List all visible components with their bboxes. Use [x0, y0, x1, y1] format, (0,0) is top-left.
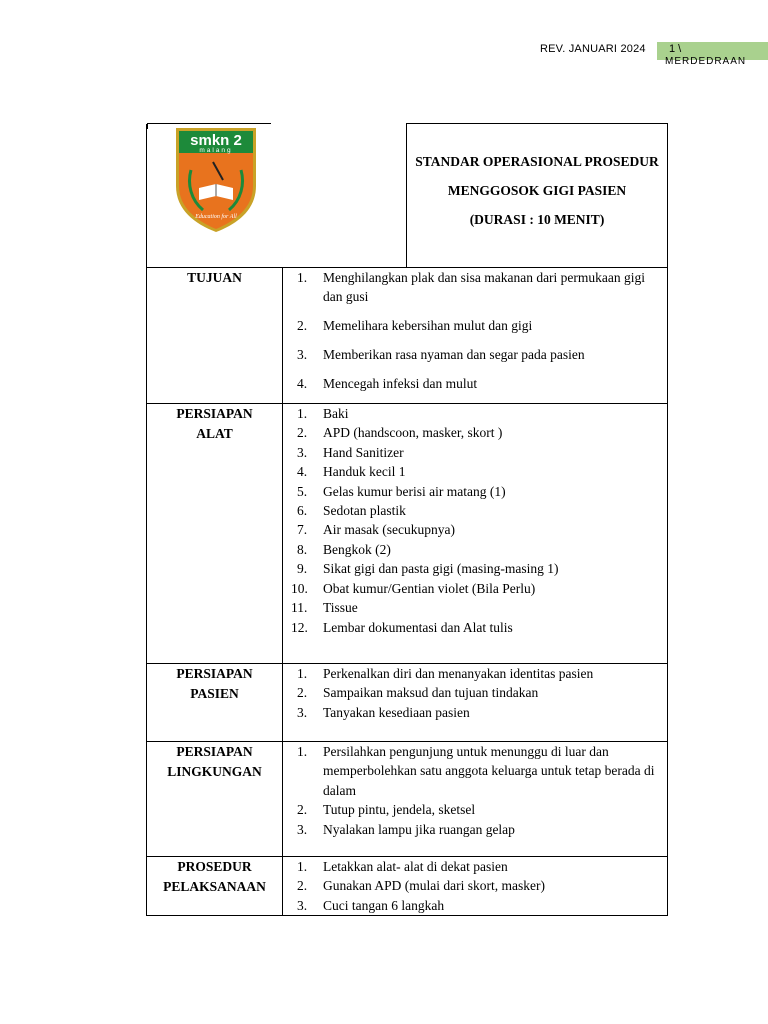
list-item: 3. Nyalakan lampu jika ruangan gelap [297, 821, 515, 837]
footer-partial-text: MERDEDRAAN [665, 56, 747, 67]
section-content [283, 664, 668, 742]
school-logo-icon [173, 126, 259, 234]
list-item: 6. Sedotan plastik [297, 503, 406, 519]
list-item: 8. Bengkok (2) [297, 541, 391, 557]
section-tujuan [147, 268, 668, 404]
list-item: 1. Baki [297, 406, 349, 422]
list-item: 5. Gelas kumur berisi air matang (1) [297, 483, 506, 499]
section-persiapan-lingkungan [147, 742, 668, 857]
sop-table [146, 123, 668, 916]
section-prosedur-pelaksanaan [147, 857, 668, 916]
sop-title: STANDAR OPERASIONAL PROSEDUR [415, 154, 659, 169]
list-item: 12. Lembar dokumentasi dan Alat tulis [291, 619, 513, 635]
page-number-box [657, 42, 768, 67]
list-item: 2. Tutup pintu, jendela, sketsel [297, 802, 476, 818]
section-content [283, 268, 668, 404]
section-label: PROSEDUR PELAKSANAAN [147, 857, 283, 916]
list-item: 3. Cuci tangan 6 langkah [297, 897, 445, 913]
list-item: 3. Hand Sanitizer [297, 444, 404, 460]
list-item: 10. Obat kumur/Gentian violet (Bila Perlu) [291, 580, 536, 596]
procedure-duration: (DURASI : 10 MENIT) [469, 212, 605, 227]
list-item: 7. Air masak (secukupnya) [297, 522, 455, 538]
section-label: TUJUAN [147, 268, 283, 404]
section-content [283, 404, 668, 664]
section-content [283, 742, 668, 857]
revision-label: REV. JANUARI 2024 [540, 43, 646, 55]
list-item: 3. Memberikan rasa nyaman dan segar pada pasien [297, 347, 585, 363]
section-content [283, 857, 668, 916]
list-item: 1. Persilahkan pengunjung untuk menunggu di luar dan memperbolehkan satu anggota keluarga untuk tetap berada di dalam [297, 744, 655, 798]
section-persiapan-alat [147, 404, 668, 664]
list-item: 9. Sikat gigi dan pasta gigi (masing-masing 1) [297, 561, 559, 577]
svg-text:malang: malang [199, 146, 233, 154]
title-cell [407, 124, 668, 268]
list-item: 1. Menghilangkan plak dan sisa makanan dari permukaan gigi dan gusi [297, 270, 646, 305]
list-item: 4. Mencegah infeksi dan mulut [297, 376, 478, 392]
list-item: 1. Perkenalkan diri dan menanyakan identitas pasien [297, 666, 594, 682]
list-item: 3. Tanyakan kesediaan pasien [297, 704, 470, 720]
list-item: 2. APD (handscoon, masker, skort ) [297, 425, 503, 441]
page-number: 1 \ [669, 43, 682, 55]
section-persiapan-pasien [147, 664, 668, 742]
list-item: 2. Gunakan APD (mulai dari skort, masker) [297, 878, 545, 894]
procedure-name: MENGGOSOK GIGI PASIEN [447, 183, 627, 198]
list-item: 4. Handuk kecil 1 [297, 464, 406, 480]
logo-cell [147, 124, 407, 268]
list-item: 11. Tissue [291, 600, 358, 616]
svg-text:smkn 2: smkn 2 [190, 131, 242, 149]
section-label: PERSIAPAN ALAT [147, 404, 283, 664]
list-item: 2. Memelihara kebersihan mulut dan gigi [297, 318, 533, 334]
list-item: 2. Sampaikan maksud dan tujuan tindakan [297, 685, 539, 701]
section-label: PERSIAPAN PASIEN [147, 664, 283, 742]
section-label: PERSIAPAN LINGKUNGAN [147, 742, 283, 857]
svg-text:Education for All: Education for All [195, 213, 237, 220]
list-item: 1. Letakkan alat- alat di dekat pasien [297, 859, 508, 875]
